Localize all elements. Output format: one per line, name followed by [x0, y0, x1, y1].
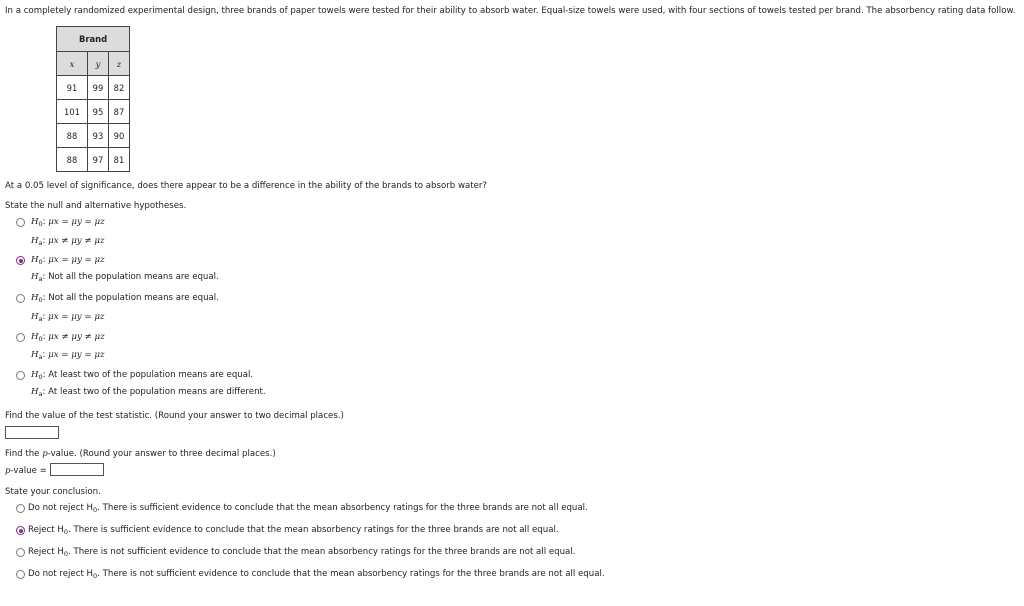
table-row [57, 124, 130, 148]
table-cell: 81 [109, 148, 130, 172]
hypothesis-option-3-ha: $H_a$: μx = μy = μz [31, 312, 105, 323]
table-title: Brand [57, 27, 130, 52]
table-cell: 91 [57, 76, 88, 100]
table-cell: 90 [109, 124, 130, 148]
conclusion-option-2-radio[interactable] [16, 526, 25, 535]
table-cell: 87 [109, 100, 130, 124]
table-cell: 97 [88, 148, 109, 172]
hypothesis-option-2-radio[interactable] [16, 256, 25, 265]
conclusion-option-4-label: Do not reject $H_0$. There is not sufficient evidence to conclude that the mean absorbency ratings for the three brands are not all equal. [28, 569, 605, 580]
test-statistic-prompt: Find the value of the test statistic. (Round your answer to two decimal places.) [5, 411, 344, 421]
conclusion-option-4-radio[interactable] [16, 570, 25, 579]
table-row [57, 100, 130, 124]
column-header-z: z [109, 52, 130, 76]
conclusion-option-1-label: Do not reject $H_0$. There is sufficient evidence to conclude that the mean absorbency ratings for the three brands are not all equal. [28, 503, 588, 514]
hypothesis-option-4-ha: $H_a$: μx = μy = μz [31, 350, 105, 361]
table-cell: 99 [88, 76, 109, 100]
table-cell: 93 [88, 124, 109, 148]
table-cell: 82 [109, 76, 130, 100]
hypothesis-option-4-h0: $H_0$: μx ≠ μy ≠ μz [31, 332, 105, 343]
conclusion-option-2-label: Reject $H_0$. There is sufficient evidence to conclude that the mean absorbency ratings for the three brands are not all equal. [28, 525, 559, 536]
hypothesis-option-5-ha: $H_a$: At least two of the population means are different. [31, 387, 266, 398]
table-cell: 101 [57, 100, 88, 124]
column-header-x: x [57, 52, 88, 76]
test-statistic-input[interactable] [5, 426, 59, 439]
hypothesis-option-5-radio[interactable] [16, 371, 25, 380]
p-value-prompt: Find the p-value. (Round your answer to three decimal places.) [5, 449, 276, 459]
problem-intro: In a completely randomized experimental design, three brands of paper towels were tested for their ability to absorb water. Equal-size towels were used, with four sections of towels tested per brand. The absorbency rating data follow. [5, 6, 1016, 16]
hypothesis-option-4-radio[interactable] [16, 333, 25, 342]
hypothesis-option-1-h0: $H_0$: μx = μy = μz [31, 217, 105, 228]
hypothesis-option-1-radio[interactable] [16, 218, 25, 227]
table-row [57, 76, 130, 100]
hypotheses-prompt: State the null and alternative hypotheses. [5, 201, 187, 211]
table-cell: 95 [88, 100, 109, 124]
table-row [57, 148, 130, 172]
table-cell: 88 [57, 148, 88, 172]
hypothesis-option-1-ha: $H_a$: μx ≠ μy ≠ μz [31, 236, 105, 247]
column-header-y: y [88, 52, 109, 76]
hypothesis-option-5-h0: $H_0$: At least two of the population means are equal. [31, 370, 254, 381]
table-cell: 88 [57, 124, 88, 148]
hypothesis-option-3-h0: $H_0$: Not all the population means are equal. [31, 293, 219, 304]
p-value-label: p-value = [5, 466, 47, 476]
hypothesis-option-2-h0: $H_0$: μx = μy = μz [31, 255, 105, 266]
question-text: At a 0.05 level of significance, does there appear to be a difference in the ability of the brands to absorb water? [5, 181, 487, 191]
conclusion-option-3-radio[interactable] [16, 548, 25, 557]
conclusion-option-3-label: Reject $H_0$. There is not sufficient evidence to conclude that the mean absorbency ratings for the three brands are not all equal. [28, 547, 576, 558]
hypothesis-option-3-radio[interactable] [16, 294, 25, 303]
absorbency-table [56, 26, 130, 172]
conclusion-prompt: State your conclusion. [5, 487, 101, 497]
hypothesis-option-2-ha: $H_a$: Not all the population means are equal. [31, 272, 219, 283]
conclusion-option-1-radio[interactable] [16, 504, 25, 513]
p-value-input[interactable] [50, 463, 104, 476]
